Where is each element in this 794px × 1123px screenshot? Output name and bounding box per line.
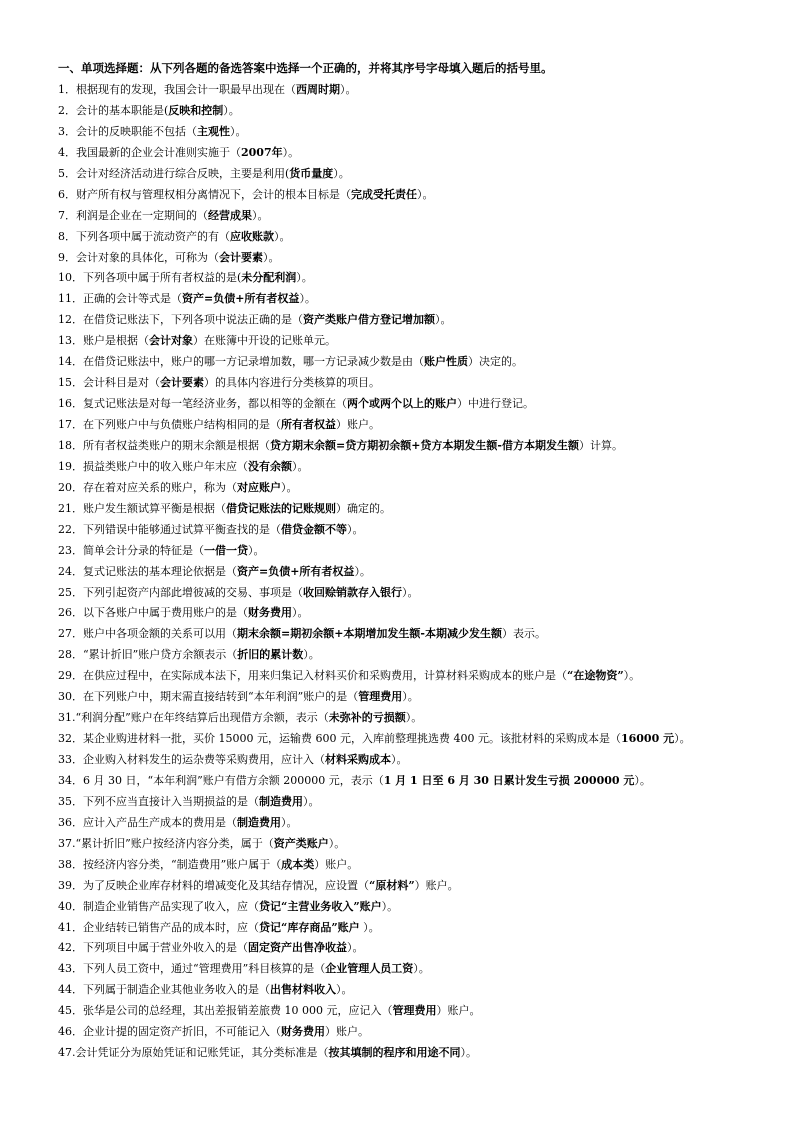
question-suffix: ）。 <box>347 941 364 955</box>
question-text: 27．账户中各项金额的关系可以用（ <box>58 627 237 641</box>
question-text: 3．会计的反映职能不包括（ <box>58 124 197 138</box>
answer-text: 借贷金额不等 <box>281 522 347 536</box>
answer-text: 出售材料收入 <box>270 983 336 997</box>
answer-text: 资产类账户 <box>273 836 329 850</box>
question-text: 44．下列属于制造企业其他业务收入的是（ <box>58 983 270 997</box>
answer-text: 企业管理人员工资 <box>325 962 414 976</box>
question-item <box>58 122 778 143</box>
question-suffix: ）的具体内容进行分类核算的项目。 <box>204 376 380 390</box>
question-suffix: ）。 <box>381 899 399 913</box>
question-suffix: ）。 <box>347 522 364 536</box>
answer-text: 贷记“主营业务收入”账户 <box>259 899 382 913</box>
question-item <box>58 373 778 394</box>
question-item <box>58 980 778 1001</box>
question-text: 12．在借贷记账法下，下列各项中说法正确的是（ <box>58 313 303 327</box>
question-item <box>58 310 778 331</box>
question-item <box>58 227 778 248</box>
answer-text: 未分配利润 <box>241 271 297 285</box>
question-suffix: ）。 <box>281 815 298 829</box>
question-item <box>58 687 778 708</box>
question-text: 18．所有者权益类账户的期末余额是根据（ <box>58 438 270 452</box>
question-suffix: ）。 <box>336 983 353 997</box>
question-suffix: ）。 <box>299 292 316 306</box>
question-item <box>58 918 778 939</box>
answer-text: “原材料” <box>369 878 415 892</box>
question-item <box>58 268 778 289</box>
question-text: 8．下列各项中属于流动资产的有（ <box>58 229 230 243</box>
question-suffix: ）。 <box>303 648 320 662</box>
question-text: 40．制造企业销售产品实现了收入，应（ <box>58 899 259 913</box>
answer-text: 所有者权益 <box>281 418 336 431</box>
question-suffix: ）。 <box>328 836 346 850</box>
answer-text: 财务费用 <box>248 606 292 620</box>
question-item <box>58 666 778 687</box>
question-item <box>58 499 778 520</box>
question-suffix: ）。 <box>413 962 430 976</box>
question-text: 1．根据现有的发现，我国会计一职最早出现在（ <box>58 83 296 96</box>
question-suffix: ）。 <box>340 83 357 96</box>
question-suffix: ）账户。 <box>325 1025 369 1039</box>
question-item <box>58 792 778 813</box>
question-suffix: ）。 <box>292 459 309 473</box>
question-item <box>58 583 778 604</box>
question-suffix: ）账户。 <box>314 857 359 871</box>
question-item <box>58 520 778 541</box>
question-item <box>58 478 778 499</box>
answer-text: 制造费用 <box>237 815 281 829</box>
question-text: 14．在借贷记账法中，账户的哪一方记录增加数，哪一方记录减少数是由（ <box>58 355 424 369</box>
answer-text: 货币量度 <box>289 166 334 180</box>
answer-text: 财务费用 <box>281 1025 325 1039</box>
question-suffix: ）。 <box>623 669 641 683</box>
question-suffix: ）。 <box>252 208 269 222</box>
question-item <box>58 1001 778 1022</box>
question-text: 15．会计科目是对（ <box>58 376 160 390</box>
question-suffix: ）确定的。 <box>336 501 391 515</box>
question-item <box>58 855 778 876</box>
question-item <box>58 708 778 729</box>
question-item <box>58 436 778 457</box>
question-item <box>58 143 778 164</box>
question-text: 23．简单会计分录的特征是（ <box>58 543 204 557</box>
question-suffix: ）。 <box>674 732 691 746</box>
question-suffix: ）。 <box>223 103 240 117</box>
answer-text: 完成受托责任 <box>351 187 417 201</box>
question-item <box>58 729 778 750</box>
question-suffix: ）。 <box>405 711 423 725</box>
answer-text: 未弥补的亏损额 <box>328 711 406 725</box>
question-text: 29．在供应过程中，在实际成本法下，用来归集记入材料买价和采购费用，计算材料采购成本的账户是（ <box>58 669 567 683</box>
question-text: 10．下列各项中属于所有者权益的是( <box>58 271 242 285</box>
question-item <box>58 771 778 792</box>
question-text: 19．损益类账户中的收入账户年末应（ <box>58 459 248 473</box>
answer-text: 期末余额=期初余额+本期增加发生额-本期减少发生额 <box>237 627 502 641</box>
question-item <box>58 624 778 645</box>
question-suffix: ）中进行登记。 <box>457 397 534 411</box>
question-text: 2．会计的基本职能是( <box>58 103 169 117</box>
question-text: 26．以下各账户中属于费用账户的是（ <box>58 606 248 620</box>
question-item <box>58 331 778 352</box>
question-item <box>58 813 778 834</box>
question-item <box>58 394 778 415</box>
question-text: 32．某企业购进材料一批，买价 15000 元，运输费 600 元，入库前整理挑选费 400 元。该批材料的采购成本是（ <box>58 732 621 746</box>
question-text: 28．“累计折旧”账户贷方余额表示（ <box>58 648 238 662</box>
question-text: 5．会计对经济活动进行综合反映，主要是利用( <box>58 166 290 180</box>
answer-text: 制造费用 <box>259 794 303 808</box>
answer-text: 1 月 1 日至 6 月 30 日累计发生亏损 200000 元 <box>383 773 635 787</box>
question-item <box>58 876 778 897</box>
question-text: 33．企业购入材料发生的运杂费等采购费用，应计入（ <box>58 753 325 766</box>
answer-text: 资产=负债+所有者权益 <box>237 564 355 578</box>
question-suffix: ）。 <box>263 250 280 264</box>
question-suffix: ）表示。 <box>502 627 546 641</box>
question-suffix: ）。 <box>435 313 452 327</box>
question-item <box>58 415 778 436</box>
answer-text: 两个或两个以上的账户 <box>347 397 457 411</box>
answer-text: 资产类账户借方登记增加额 <box>303 313 435 327</box>
question-text: 9．会计对象的具体化，可称为（ <box>58 250 219 264</box>
question-suffix: ）账户。 <box>414 878 459 892</box>
answer-text: 反映和控制 <box>168 103 224 117</box>
question-suffix: ）。 <box>634 773 651 787</box>
question-text: 47.会计凭证分为原始凭证和记账凭证，其分类标准是（ <box>58 1046 329 1060</box>
answer-text: 折旧的累计数 <box>237 648 304 662</box>
answer-text: 管理费用 <box>358 690 403 704</box>
question-text: 25．下列引起资产内部此增彼减的交易、事项是（ <box>58 585 303 599</box>
answer-text: 固定资产出售净收益 <box>248 941 347 955</box>
answer-text: 西周时期 <box>296 83 340 96</box>
question-suffix: ）决定的。 <box>468 355 523 369</box>
question-text: 34．6 月 30 日，“本年利润”账户有借方余额 200000 元，表示（ <box>58 773 384 787</box>
question-suffix: ）。 <box>402 690 419 704</box>
question-suffix: ）账户。 <box>336 418 380 431</box>
answer-text: 会计要素 <box>219 250 263 264</box>
question-suffix: ）。 <box>303 794 320 808</box>
question-suffix: ）。 <box>391 753 408 766</box>
question-text: 7．利润是企业在一定期间的（ <box>58 208 208 222</box>
question-text: 4．我国最新的企业会计准则实施于（ <box>58 145 241 159</box>
question-text: 20．存在着对应关系的账户，称为（ <box>58 480 237 494</box>
answer-text: 2007年 <box>241 145 283 159</box>
answer-text: 主观性 <box>197 124 230 138</box>
question-suffix: ）。 <box>402 585 419 599</box>
question-item <box>58 1022 778 1043</box>
answer-text: 对应账户 <box>237 480 281 494</box>
question-suffix: ）账户。 <box>436 1004 481 1018</box>
answer-text: 资产=负债+所有者权益 <box>182 292 300 306</box>
question-text: 43．下列人员工资中，通过“管理费用”科目核算的是（ <box>58 962 326 976</box>
question-item <box>58 834 778 855</box>
answer-text: “在途物资” <box>567 669 624 683</box>
question-suffix: ）。 <box>282 145 300 159</box>
answer-text: 材料采购成本 <box>325 753 391 766</box>
question-text: 37.“累计折旧”账户按经济内容分类，属于（ <box>58 836 274 850</box>
question-suffix: ）。 <box>274 229 291 243</box>
question-item <box>58 80 778 101</box>
question-text: 17．在下列账户中与负债账户结构相同的是（ <box>58 418 281 431</box>
question-item <box>58 101 778 122</box>
question-text: 38．按经济内容分类，“制造费用”账户属于（ <box>58 857 282 871</box>
answer-text: 应收账款 <box>230 229 274 243</box>
answer-text: 会计对象 <box>149 334 193 348</box>
section-heading: 一、单项选择题：从下列各题的备选答案中选择一个正确的，并将其序号字母填入题后的括号里。 <box>58 61 553 75</box>
question-text: 36．应计入产品生产成本的费用是（ <box>58 815 237 829</box>
answer-text: 16000 元 <box>620 732 675 746</box>
question-item <box>58 959 778 980</box>
question-item <box>58 289 778 310</box>
question-suffix: ）。 <box>359 920 380 934</box>
question-suffix: ）。 <box>417 187 434 201</box>
question-text: 46．企业计提的固定资产折旧，不可能记入（ <box>58 1025 281 1039</box>
question-text: 11．正确的会计等式是（ <box>58 292 182 306</box>
question-suffix: ）。 <box>460 1046 477 1060</box>
question-text: 42．下列项目中属于营业外收入的是（ <box>58 941 248 955</box>
question-text: 16．复式记账法是对每一笔经济业务，都以相等的金额在（ <box>58 397 347 411</box>
question-item <box>58 897 778 918</box>
question-item <box>58 457 778 478</box>
answer-text: 贷方期末余额=贷方期初余额+贷方本期发生额-借方本期发生额 <box>270 438 579 452</box>
question-item <box>58 1043 778 1064</box>
answer-text: 账户性质 <box>424 355 468 369</box>
question-text: 6．财产所有权与管理权相分离情况下，会计的根本目标是（ <box>58 187 351 201</box>
question-suffix: ）。 <box>292 606 309 620</box>
question-text: 24．复式记账法的基本理论依据是（ <box>58 564 237 578</box>
answer-text: 经营成果 <box>208 208 252 222</box>
question-suffix: ）。 <box>248 543 265 557</box>
answer-text: 成本类 <box>281 857 315 871</box>
question-item <box>58 645 778 666</box>
question-suffix: ）。 <box>281 480 298 494</box>
question-suffix: ）。 <box>230 124 247 138</box>
question-text: 45．张华是公司的总经理，其出差报销差旅费 10 000 元，应记入（ <box>58 1004 393 1018</box>
answer-text: 收回赊销款存入银行 <box>303 585 402 599</box>
question-item <box>58 541 778 562</box>
question-item <box>58 603 778 624</box>
question-suffix: ）在账簿中开设的记账单元。 <box>193 334 336 348</box>
question-text: 22．下列错误中能够通过试算平衡查找的是（ <box>58 522 281 536</box>
answer-text: 会计要素 <box>160 376 204 390</box>
question-suffix: ）计算。 <box>579 438 623 452</box>
question-item <box>58 248 778 269</box>
question-text: 39．为了反映企业库存材料的增减变化及其结存情况，应设置（ <box>58 878 369 892</box>
question-text: 13．账户是根据（ <box>58 334 149 348</box>
question-text: 21．账户发生额试算平衡是根据（ <box>58 501 226 515</box>
question-suffix: ）。 <box>333 166 350 180</box>
answer-text: 没有余额 <box>248 459 292 473</box>
question-text: 31.“利润分配”账户在年终结算后出现借方余额，表示（ <box>58 711 329 725</box>
question-item <box>58 164 778 185</box>
question-text: 41．企业结转已销售产品的成本时，应（ <box>58 920 259 934</box>
answer-text: 贷记“库存商品”账户 <box>259 920 360 934</box>
question-suffix: ）。 <box>296 271 313 285</box>
answer-text: 按其填制的程序和用途不同 <box>328 1046 461 1060</box>
question-item <box>58 750 778 771</box>
answer-text: 一借一贷 <box>204 543 248 557</box>
question-text: 30．在下列账户中，期末需直接结转到“本年利润”账户的是（ <box>58 690 359 704</box>
answer-text: 借贷记账法的记账规则 <box>226 501 336 515</box>
question-text: 35．下列不应当直接计入当期损益的是（ <box>58 794 259 808</box>
question-list <box>58 80 778 1064</box>
answer-text: 管理费用 <box>392 1004 437 1018</box>
question-suffix: ）。 <box>354 564 371 578</box>
question-item <box>58 185 778 206</box>
question-item <box>58 206 778 227</box>
question-item <box>58 938 778 959</box>
question-item <box>58 562 778 583</box>
question-item <box>58 352 778 373</box>
